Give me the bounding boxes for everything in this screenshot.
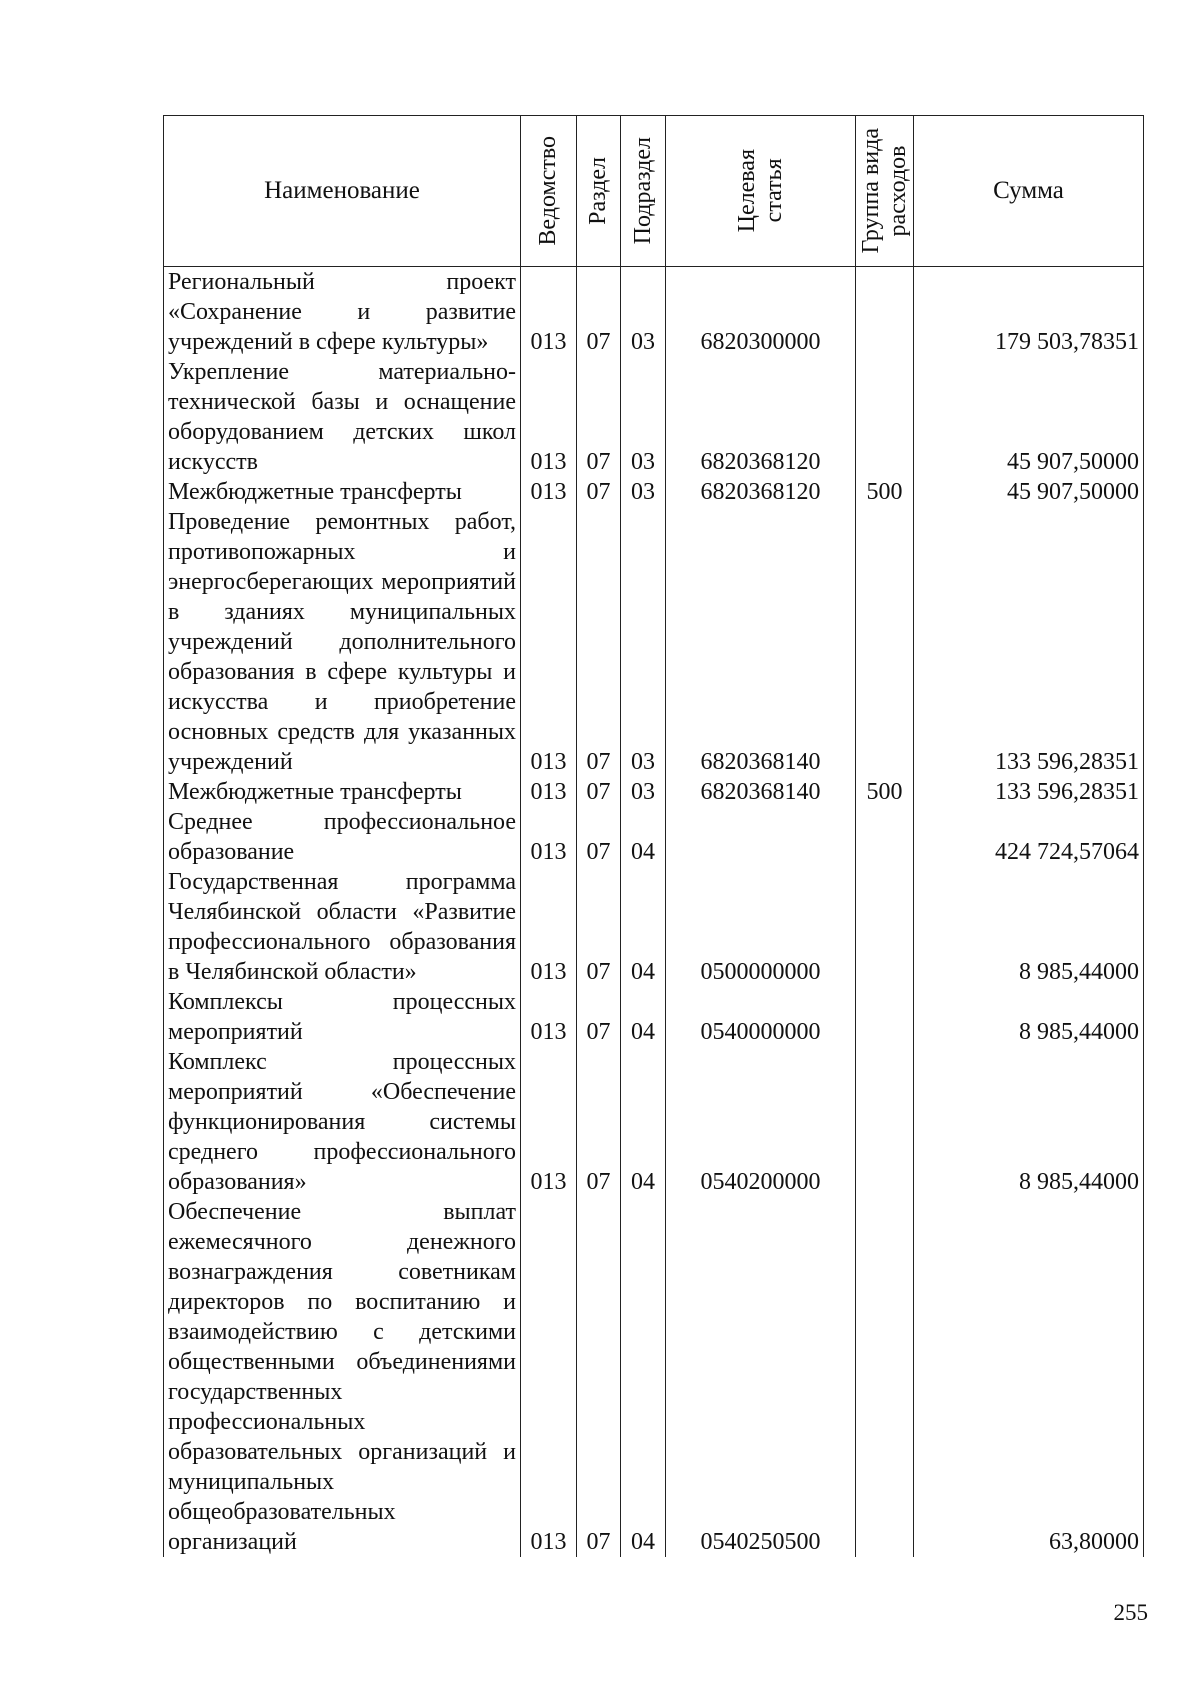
cell-department: 013 <box>521 807 577 867</box>
cell-subsection: 04 <box>621 1197 666 1557</box>
cell-expense-group: 500 <box>856 777 914 807</box>
header-expense-group: Группа вида расходов <box>856 116 914 267</box>
header-section: Раздел <box>577 116 621 267</box>
cell-expense-group <box>856 807 914 867</box>
cell-sum: 8 985,44000 <box>914 867 1144 987</box>
cell-department: 013 <box>521 477 577 507</box>
cell-name: Государственная программа Челябинской области «Развитие профессионального образования в Челябинской области» <box>164 867 521 987</box>
cell-target-article: 6820368120 <box>666 357 856 477</box>
cell-sum: 424 724,57064 <box>914 807 1144 867</box>
cell-subsection: 04 <box>621 987 666 1047</box>
table-row <box>164 357 1144 477</box>
cell-subsection: 04 <box>621 807 666 867</box>
cell-sum: 8 985,44000 <box>914 987 1144 1047</box>
cell-name: Комплексы процессных мероприятий <box>164 987 521 1047</box>
header-sum: Сумма <box>914 116 1144 267</box>
cell-expense-group <box>856 867 914 987</box>
cell-expense-group <box>856 267 914 358</box>
cell-name: Проведение ремонтных работ, противопожарных и энергосберегающих мероприятий в зданиях муниципальных учреждений дополнительного образования в сфере культуры и искусства и приобретение основных средств для указанных учреждений <box>164 507 521 777</box>
cell-department: 013 <box>521 267 577 358</box>
cell-name: Межбюджетные трансферты <box>164 777 521 807</box>
cell-target-article: 0500000000 <box>666 867 856 987</box>
cell-sum: 45 907,50000 <box>914 357 1144 477</box>
cell-subsection: 03 <box>621 477 666 507</box>
cell-subsection: 03 <box>621 507 666 777</box>
cell-subsection: 03 <box>621 357 666 477</box>
cell-department: 013 <box>521 357 577 477</box>
cell-section: 07 <box>577 477 621 507</box>
table-row <box>164 477 1144 507</box>
table-row <box>164 777 1144 807</box>
cell-name: Межбюджетные трансферты <box>164 477 521 507</box>
cell-expense-group <box>856 357 914 477</box>
header-target-article: Целевая статья <box>666 116 856 267</box>
cell-section: 07 <box>577 1197 621 1557</box>
table-row <box>164 807 1144 867</box>
cell-name: Комплекс процессных мероприятий «Обеспечение функционирования системы среднего профессионального образования» <box>164 1047 521 1197</box>
table-row <box>164 867 1144 987</box>
cell-target-article: 0540000000 <box>666 987 856 1047</box>
cell-department: 013 <box>521 777 577 807</box>
cell-target-article <box>666 807 856 867</box>
cell-subsection: 04 <box>621 867 666 987</box>
cell-name: Укрепление материально-технической базы и оснащение оборудованием детских школ искусств <box>164 357 521 477</box>
cell-section: 07 <box>577 987 621 1047</box>
cell-section: 07 <box>577 1047 621 1197</box>
cell-expense-group <box>856 987 914 1047</box>
cell-department: 013 <box>521 1047 577 1197</box>
cell-department: 013 <box>521 987 577 1047</box>
header-row <box>164 116 1144 267</box>
page-number: 255 <box>1113 1600 1148 1625</box>
cell-section: 07 <box>577 357 621 477</box>
cell-target-article: 6820368140 <box>666 777 856 807</box>
cell-target-article: 6820300000 <box>666 267 856 358</box>
table-row <box>164 1047 1144 1197</box>
cell-target-article: 6820368120 <box>666 477 856 507</box>
cell-name: Обеспечение выплат ежемесячного денежного вознаграждения советникам директоров по воспитанию и взаимодействию с детскими общественными объединениями государственных профессиональных образовательных организаций и муниципальных общеобразовательных организаций <box>164 1197 521 1557</box>
cell-section: 07 <box>577 867 621 987</box>
cell-sum: 179 503,78351 <box>914 267 1144 358</box>
cell-expense-group <box>856 1197 914 1557</box>
cell-sum: 8 985,44000 <box>914 1047 1144 1197</box>
cell-sum: 133 596,28351 <box>914 777 1144 807</box>
cell-expense-group <box>856 507 914 777</box>
cell-sum: 63,80000 <box>914 1197 1144 1557</box>
header-subsection: Подраздел <box>621 116 666 267</box>
cell-department: 013 <box>521 1197 577 1557</box>
budget-table <box>163 115 1144 1557</box>
cell-subsection: 03 <box>621 777 666 807</box>
cell-department: 013 <box>521 507 577 777</box>
cell-sum: 45 907,50000 <box>914 477 1144 507</box>
table-row <box>164 267 1144 358</box>
cell-section: 07 <box>577 507 621 777</box>
cell-target-article: 6820368140 <box>666 507 856 777</box>
cell-section: 07 <box>577 267 621 358</box>
cell-department: 013 <box>521 867 577 987</box>
cell-expense-group <box>856 1047 914 1197</box>
cell-target-article: 0540200000 <box>666 1047 856 1197</box>
table-row <box>164 507 1144 777</box>
table-row <box>164 1197 1144 1557</box>
cell-sum: 133 596,28351 <box>914 507 1144 777</box>
cell-subsection: 04 <box>621 1047 666 1197</box>
cell-subsection: 03 <box>621 267 666 358</box>
cell-expense-group: 500 <box>856 477 914 507</box>
cell-section: 07 <box>577 807 621 867</box>
cell-target-article: 0540250500 <box>666 1197 856 1557</box>
cell-section: 07 <box>577 777 621 807</box>
header-department: Ведомство <box>521 116 577 267</box>
cell-name: Среднее профессиональное образование <box>164 807 521 867</box>
header-name: Наименование <box>164 116 521 267</box>
cell-name: Региональный проект «Сохранение и развитие учреждений в сфере культуры» <box>164 267 521 358</box>
table-row <box>164 987 1144 1047</box>
